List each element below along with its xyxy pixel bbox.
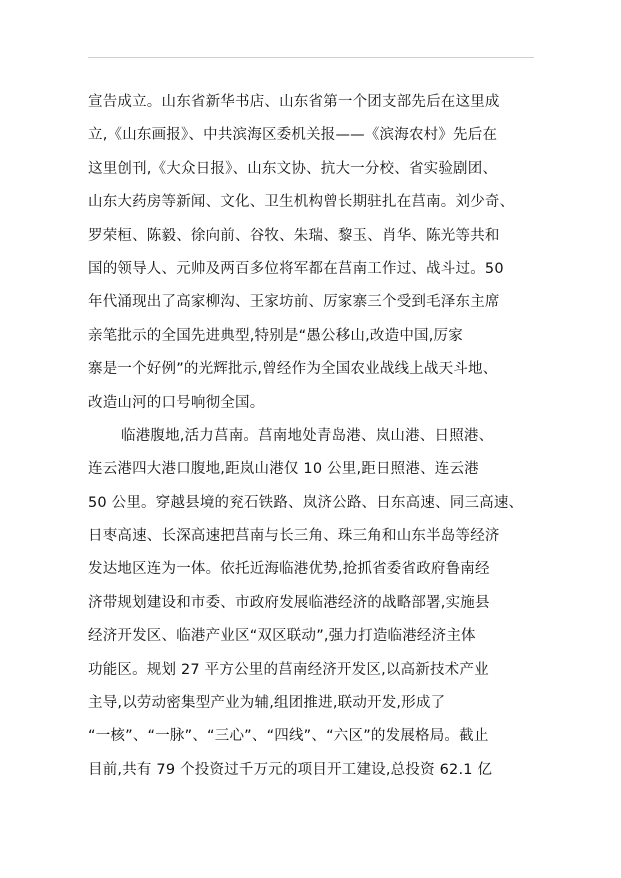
text-line: 宣告成立。山东省新华书店、山东省第一个团支部先后在这里成	[88, 94, 500, 110]
text-line: 发达地区连为一体。依托近海临港优势,抢抓省委省政府鲁南经	[88, 561, 490, 578]
text-line: 年代涌现出了高家柳沟、王家坊前、厉家寨三个受到毛泽东主席	[88, 294, 500, 311]
text-line: 经济开发区、临港产业区“双区联动”,强力打造临港经济主体	[88, 628, 476, 645]
text-line: 罗荣桓、陈毅、徐向前、谷牧、朱瑞、黎玉、肖华、陈光等共和	[88, 227, 500, 244]
text-line: 这里创刊,《大众日报》、山东文协、抗大一分校、省实验剧团、	[88, 160, 498, 177]
text-line: 日枣高速、长深高速把莒南与长三角、珠三角和山东半岛等经济	[88, 528, 500, 545]
text-line: 寨是一个好例”的光辉批示,曾经作为全国农业战线上战天斗地、	[88, 361, 498, 378]
text-line: 改造山河的口号响彻全国。	[88, 394, 265, 411]
text-line: 济带规划建设和市委、市政府发展临港经济的战略部署,实施县	[88, 594, 490, 611]
text-line: 山东大药房等新闻、文化、卫生机构曾长期驻扎在莒南。刘少奇、	[88, 194, 515, 211]
text-line: 50 公里。穿越县境的兖石铁路、岚济公路、日东高速、同三高速、	[88, 494, 524, 511]
text-line: 连云港四大港口腹地,距岚山港仅 10 公里,距日照港、连云港	[88, 461, 479, 478]
header-rule	[88, 57, 534, 58]
text-line: 国的领导人、元帅及两百多位将军都在莒南工作过、战斗过。50	[88, 260, 504, 277]
text-line: 立,《山东画报》、中共滨海区委机关报——《滨海农村》先后在	[88, 127, 498, 144]
text-line: 主导,以劳动密集型产业为辅,组团推进,联动开发,形成了	[88, 695, 446, 712]
text-line: “一核”、“一脉”、“三心”、“四线”、“六区”的发展格局。截止	[88, 728, 489, 745]
text-line: 亲笔批示的全国先进典型,特别是“愚公移山,改造中国,厉家	[88, 327, 463, 344]
text-line: 临港腹地,活力莒南。莒南地处青岛港、岚山港、日照港、	[121, 427, 494, 444]
body-text	[88, 86, 548, 787]
text-line: 目前,共有 79 个投资过千万元的项目开工建设,总投资 62.1 亿	[88, 761, 493, 778]
text-line: 功能区。规划 27 平方公里的莒南经济开发区,以高新技术产业	[88, 661, 489, 678]
